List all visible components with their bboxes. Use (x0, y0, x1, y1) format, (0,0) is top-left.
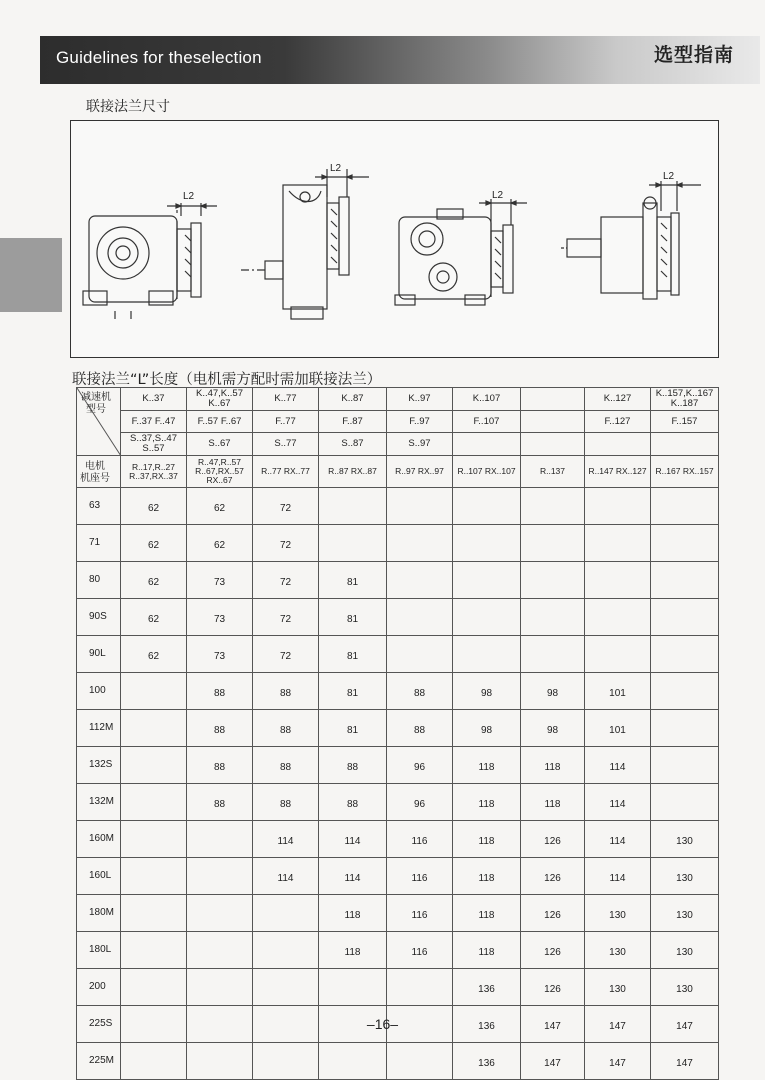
header-cell: K..127 (585, 388, 651, 411)
header-bar (40, 36, 760, 84)
header-cell: R..17,R..27 R..37,RX..37 (121, 456, 187, 488)
length-value-cell: 118 (521, 747, 585, 784)
length-value-cell: 88 (319, 747, 387, 784)
header-cell: K..37 (121, 388, 187, 411)
length-value-cell (585, 488, 651, 525)
length-value-cell (651, 710, 719, 747)
length-value-cell: 147 (521, 1006, 585, 1043)
length-value-cell (253, 1043, 319, 1080)
table-row (77, 784, 719, 821)
length-value-cell: 72 (253, 525, 319, 562)
header-cell: F..87 (319, 411, 387, 433)
header-cell: K..77 (253, 388, 319, 411)
length-value-cell: 130 (651, 969, 719, 1006)
length-value-cell: 114 (585, 821, 651, 858)
length-value-cell: 62 (121, 488, 187, 525)
header-cell: R..77 RX..77 (253, 456, 319, 488)
length-value-cell: 114 (253, 858, 319, 895)
motor-frame-cell: 160M (77, 821, 121, 858)
length-value-cell: 118 (453, 858, 521, 895)
length-value-cell: 88 (387, 710, 453, 747)
length-value-cell: 72 (253, 488, 319, 525)
header-cell (521, 388, 585, 411)
length-value-cell: 118 (521, 784, 585, 821)
header-cell (651, 433, 719, 456)
length-value-cell: 81 (319, 673, 387, 710)
length-value-cell: 147 (585, 1043, 651, 1080)
table-row (77, 969, 719, 1006)
length-value-cell: 114 (585, 858, 651, 895)
table-row (77, 525, 719, 562)
dimension-label-2: L2 (330, 163, 342, 174)
length-value-cell: 136 (453, 969, 521, 1006)
length-value-cell (651, 673, 719, 710)
table-corner-motor (77, 456, 121, 488)
motor-frame-cell: 180M (77, 895, 121, 932)
motor-frame-cell: 132S (77, 747, 121, 784)
header-cell: R..47,R..57 R..67,RX..57 RX..67 (187, 456, 253, 488)
length-value-cell (187, 969, 253, 1006)
motor-frame-cell: 180L (77, 932, 121, 969)
header-cell: R..87 RX..87 (319, 456, 387, 488)
length-value-cell: 101 (585, 673, 651, 710)
page-number: –16– (366, 1016, 399, 1032)
flange-length-table (76, 387, 719, 1080)
r-series-reducer-drawing (561, 181, 701, 299)
length-value-cell: 147 (651, 1043, 719, 1080)
header-cell: K..107 (453, 388, 521, 411)
header-cell: F..77 (253, 411, 319, 433)
header-cell: K..157,K..167 K..187 (651, 388, 719, 411)
length-value-cell (651, 636, 719, 673)
motor-frame-cell: 200 (77, 969, 121, 1006)
length-value-cell: 130 (651, 821, 719, 858)
length-value-cell (453, 562, 521, 599)
length-value-cell (121, 821, 187, 858)
length-value-cell (585, 562, 651, 599)
length-value-cell: 118 (453, 895, 521, 932)
length-value-cell: 114 (585, 747, 651, 784)
header-cell: F..37 F..47 (121, 411, 187, 433)
length-value-cell (387, 969, 453, 1006)
header-cell: F..127 (585, 411, 651, 433)
length-value-cell: 62 (121, 599, 187, 636)
length-value-cell (453, 599, 521, 636)
motor-frame-cell: 90L (77, 636, 121, 673)
length-value-cell: 126 (521, 932, 585, 969)
length-value-cell (121, 710, 187, 747)
dimension-label-3: L2 (492, 190, 504, 201)
length-value-cell: 81 (319, 636, 387, 673)
length-value-cell (453, 636, 521, 673)
header-row-s (77, 433, 719, 456)
header-cell: F..107 (453, 411, 521, 433)
length-value-cell (187, 895, 253, 932)
length-value-cell: 118 (319, 932, 387, 969)
corner-label-frame: 机座号 (80, 472, 110, 484)
length-value-cell (521, 562, 585, 599)
length-value-cell: 118 (319, 895, 387, 932)
length-value-cell (521, 525, 585, 562)
table-row (77, 895, 719, 932)
header-cell: S..37,S..47 S..57 (121, 433, 187, 456)
length-value-cell: 81 (319, 599, 387, 636)
length-value-cell (387, 636, 453, 673)
length-value-cell: 96 (387, 747, 453, 784)
table-corner-reducer (77, 388, 121, 456)
length-value-cell (387, 562, 453, 599)
header-cell: S..97 (387, 433, 453, 456)
length-value-cell (453, 488, 521, 525)
length-value-cell: 118 (453, 747, 521, 784)
length-value-cell (651, 488, 719, 525)
table-row (77, 858, 719, 895)
table-row (77, 710, 719, 747)
motor-frame-cell: 71 (77, 525, 121, 562)
length-value-cell: 136 (453, 1006, 521, 1043)
length-value-cell (187, 932, 253, 969)
header-cell: F..97 (387, 411, 453, 433)
length-value-cell: 72 (253, 636, 319, 673)
length-value-cell: 116 (387, 895, 453, 932)
length-value-cell: 88 (319, 784, 387, 821)
length-value-cell (387, 525, 453, 562)
header-cell (453, 433, 521, 456)
length-value-cell (387, 1043, 453, 1080)
length-value-cell: 98 (521, 710, 585, 747)
table-row (77, 932, 719, 969)
table-row (77, 747, 719, 784)
dimension-label-1: L2 (183, 191, 195, 202)
motor-frame-cell: 63 (77, 488, 121, 525)
header-cell: S..67 (187, 433, 253, 456)
table-row (77, 636, 719, 673)
header-cell: R..167 RX..157 (651, 456, 719, 488)
length-value-cell (187, 858, 253, 895)
length-value-cell: 81 (319, 562, 387, 599)
length-value-cell: 130 (585, 969, 651, 1006)
length-value-cell: 81 (319, 710, 387, 747)
length-value-cell (453, 525, 521, 562)
length-value-cell: 126 (521, 821, 585, 858)
length-value-cell (121, 969, 187, 1006)
section-title-flange-dimensions: 联接法兰尺寸 (86, 99, 170, 115)
table-row (77, 821, 719, 858)
motor-frame-cell: 225M (77, 1043, 121, 1080)
motor-frame-cell: 90S (77, 599, 121, 636)
side-tab-marker (0, 238, 62, 312)
header-cell (585, 433, 651, 456)
length-value-cell: 114 (585, 784, 651, 821)
length-value-cell (187, 821, 253, 858)
length-value-cell (521, 599, 585, 636)
header-row-k (77, 388, 719, 411)
length-value-cell (121, 858, 187, 895)
length-value-cell: 118 (453, 821, 521, 858)
length-value-cell: 73 (187, 562, 253, 599)
header-row-r (77, 456, 719, 488)
corner-label-model: 型号 (86, 403, 106, 415)
length-value-cell (387, 599, 453, 636)
length-value-cell: 130 (651, 895, 719, 932)
length-value-cell (585, 636, 651, 673)
motor-frame-cell: 132M (77, 784, 121, 821)
length-value-cell (585, 525, 651, 562)
length-value-cell: 147 (521, 1043, 585, 1080)
header-cell: S..87 (319, 433, 387, 456)
header-cell: F..57 F..67 (187, 411, 253, 433)
header-cell: K..97 (387, 388, 453, 411)
length-value-cell (319, 1043, 387, 1080)
length-value-cell (521, 488, 585, 525)
length-value-cell: 88 (253, 673, 319, 710)
motor-frame-cell: 112M (77, 710, 121, 747)
table-row (77, 599, 719, 636)
table-row (77, 562, 719, 599)
length-value-cell (521, 636, 585, 673)
header-cell: R..137 (521, 456, 585, 488)
dimension-label-4: L2 (663, 171, 675, 182)
length-value-cell (585, 599, 651, 636)
header-cell: K..47,K..57 K..67 (187, 388, 253, 411)
length-value-cell (253, 969, 319, 1006)
header-cell: R..97 RX..97 (387, 456, 453, 488)
length-value-cell: 88 (187, 673, 253, 710)
length-value-cell: 116 (387, 858, 453, 895)
length-value-cell: 98 (521, 673, 585, 710)
length-value-cell: 136 (453, 1043, 521, 1080)
length-value-cell (121, 895, 187, 932)
length-value-cell (651, 747, 719, 784)
length-value-cell: 72 (253, 562, 319, 599)
length-value-cell: 114 (319, 821, 387, 858)
length-value-cell: 126 (521, 895, 585, 932)
length-value-cell: 126 (521, 969, 585, 1006)
header-row-f (77, 411, 719, 433)
gear-reducer-drawings (71, 121, 718, 357)
length-value-cell: 88 (253, 784, 319, 821)
length-value-cell: 147 (651, 1006, 719, 1043)
length-value-cell (651, 599, 719, 636)
header-cell (521, 411, 585, 433)
length-value-cell (253, 895, 319, 932)
length-value-cell: 130 (585, 932, 651, 969)
length-value-cell: 88 (187, 784, 253, 821)
length-value-cell (387, 488, 453, 525)
length-value-cell (121, 673, 187, 710)
length-value-cell: 62 (187, 525, 253, 562)
corner-label-motor: 电机 (85, 461, 105, 472)
length-value-cell (319, 525, 387, 562)
length-value-cell: 88 (253, 747, 319, 784)
f-series-reducer-drawing (241, 169, 369, 319)
section-title-flange-length: 联接法兰“L”长度（电机需方配时需加联接法兰） (72, 372, 382, 388)
k-series-reducer-drawing (83, 203, 217, 319)
table-row (77, 1043, 719, 1080)
length-value-cell: 130 (585, 895, 651, 932)
length-value-cell (121, 932, 187, 969)
length-value-cell (319, 969, 387, 1006)
length-value-cell (651, 562, 719, 599)
header-cell: R..147 RX..127 (585, 456, 651, 488)
header-cell: S..77 (253, 433, 319, 456)
length-value-cell: 98 (453, 710, 521, 747)
header-cell: R..107 RX..107 (453, 456, 521, 488)
table-row (77, 673, 719, 710)
length-value-cell: 88 (253, 710, 319, 747)
motor-frame-cell: 225S (77, 1006, 121, 1043)
motor-frame-cell: 100 (77, 673, 121, 710)
length-value-cell (651, 784, 719, 821)
header-cell: K..87 (319, 388, 387, 411)
motor-frame-cell: 80 (77, 562, 121, 599)
length-value-cell: 73 (187, 636, 253, 673)
length-value-cell: 73 (187, 599, 253, 636)
table-row (77, 488, 719, 525)
length-value-cell: 62 (187, 488, 253, 525)
length-value-cell: 118 (453, 932, 521, 969)
header-title-cn: 选型指南 (653, 44, 734, 66)
length-value-cell (319, 488, 387, 525)
length-value-cell: 114 (319, 858, 387, 895)
length-value-cell: 126 (521, 858, 585, 895)
length-value-cell: 96 (387, 784, 453, 821)
length-value-cell: 130 (651, 858, 719, 895)
length-value-cell: 88 (387, 673, 453, 710)
length-value-cell (121, 784, 187, 821)
length-value-cell: 98 (453, 673, 521, 710)
length-value-cell (187, 1043, 253, 1080)
length-value-cell: 88 (187, 710, 253, 747)
flange-diagram-box (70, 120, 719, 358)
length-value-cell: 118 (453, 784, 521, 821)
length-value-cell: 72 (253, 599, 319, 636)
length-value-cell: 62 (121, 636, 187, 673)
length-value-cell: 62 (121, 525, 187, 562)
length-value-cell (121, 747, 187, 784)
length-value-cell: 114 (253, 821, 319, 858)
length-value-cell: 62 (121, 562, 187, 599)
length-value-cell: 101 (585, 710, 651, 747)
length-value-cell: 147 (585, 1006, 651, 1043)
length-value-cell: 116 (387, 932, 453, 969)
header-cell (521, 433, 585, 456)
corner-label-reducer: 减速机 (81, 392, 111, 403)
length-value-cell (121, 1043, 187, 1080)
length-value-cell: 116 (387, 821, 453, 858)
length-value-cell (651, 525, 719, 562)
length-value-cell: 88 (187, 747, 253, 784)
header-cell: F..157 (651, 411, 719, 433)
length-value-cell (253, 932, 319, 969)
bevel-reducer-drawing (395, 199, 527, 305)
motor-frame-cell: 160L (77, 858, 121, 895)
length-value-cell: 130 (651, 932, 719, 969)
header-title-en: Guidelines for theselection (56, 48, 262, 67)
